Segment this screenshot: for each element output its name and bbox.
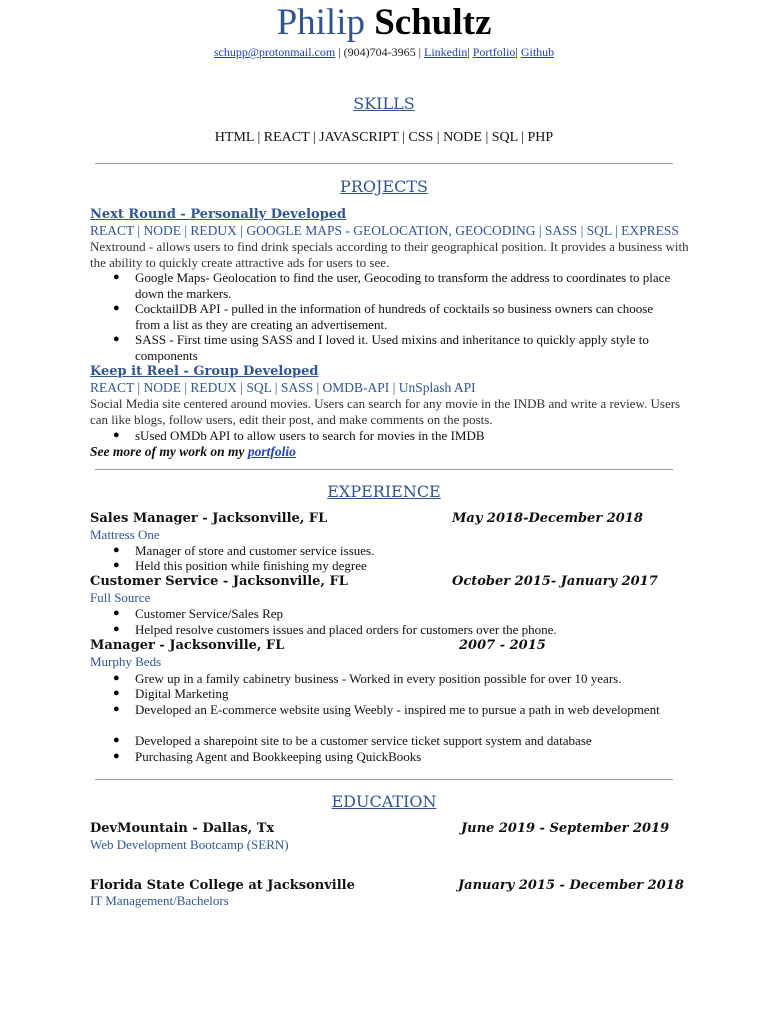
job-title: Customer Service - Jacksonville, FL <box>90 574 348 589</box>
see-more-text: See more of my work on my <box>90 444 248 459</box>
school-dates: June 2019 - September 2019 <box>461 821 670 836</box>
bullet-icon: ● <box>113 302 120 314</box>
see-more-line <box>90 443 296 460</box>
school-program: Web Development Bootcamp (SERN) <box>90 837 289 852</box>
job-bullet: Purchasing Agent and Bookkeeping using QuickBooks <box>135 749 422 764</box>
job-dates: October 2015- January 2017 <box>452 574 658 589</box>
bullet-icon: ● <box>113 703 120 715</box>
bullet-icon: ● <box>113 750 120 762</box>
portfolio-link[interactable]: Portfolio <box>472 45 516 59</box>
job-bullet: Digital Marketing <box>135 686 229 701</box>
project-bullet: SASS - First time using SASS and I loved it. Used mixins and inheritance to quickly apply style to components <box>135 332 649 363</box>
job-bullet: Held this position while finishing my degree <box>135 558 367 573</box>
bullet-icon: ● <box>113 559 120 571</box>
bullet-icon: ● <box>113 544 120 556</box>
project-description: Social Media site centered around movies. Users can search for any movie in the INDB and write a review. Users can like blogs, follow users, edit their post, and make comments on the posts. <box>90 396 681 427</box>
experience-heading: EXPERIENCE <box>327 482 441 501</box>
separator: | <box>467 45 470 59</box>
project-bullet: sUsed OMDb API to allow users to search for movies in the IMDB <box>135 428 485 443</box>
school-name: DevMountain - Dallas, Tx <box>90 821 275 836</box>
job-bullet: Developed a sharepoint site to be a customer service ticket support system and database <box>135 733 592 748</box>
linkedin-link[interactable]: Linkedin <box>424 45 468 59</box>
project-tech-stack: REACT | NODE | REDUX | SQL | SASS | OMDB-API | UnSplash API <box>90 380 476 395</box>
school-dates: January 2015 - December 2018 <box>458 878 684 893</box>
job-dates: 2007 - 2015 <box>459 638 546 653</box>
job-organization: Mattress One <box>90 527 160 542</box>
job-title: Manager - Jacksonville, FL <box>90 638 285 653</box>
last-name: Schultz <box>374 2 492 43</box>
school-name: Florida State College at Jacksonville <box>90 878 355 893</box>
divider <box>95 779 673 780</box>
job-bullet: Helped resolve customers issues and placed orders for customers over the phone. <box>135 622 557 637</box>
bullet-icon: ● <box>113 734 120 746</box>
school-program: IT Management/Bachelors <box>90 893 229 908</box>
candidate-name <box>0 2 768 44</box>
bullet-icon: ● <box>113 607 120 619</box>
separator: | <box>515 45 518 59</box>
job-dates: May 2018-December 2018 <box>452 511 643 526</box>
phone-number: | (904)704-3965 | <box>338 45 421 59</box>
education-heading: EDUCATION <box>331 792 437 811</box>
project-description: Nextround - allows users to find drink specials according to their geographical position. It provides a business with the ability to quickly create attractive ads for users to see. <box>90 239 689 270</box>
portfolio-link[interactable]: portfolio <box>247 444 296 459</box>
first-name: Philip <box>276 2 365 43</box>
job-organization: Murphy Beds <box>90 654 162 669</box>
project-tech-stack: REACT | NODE | REDUX | GOOGLE MAPS - GEOLOCATION, GEOCODING | SASS | SQL | EXPRESS <box>90 223 679 238</box>
divider <box>95 469 673 470</box>
bullet-icon: ● <box>113 271 120 283</box>
github-link[interactable]: Github <box>520 45 555 59</box>
project-title[interactable]: Next Round - Personally Developed <box>90 207 347 222</box>
bullet-icon: ● <box>113 333 120 345</box>
contact-line <box>0 44 768 60</box>
skills-heading: SKILLS <box>353 94 415 113</box>
project-title[interactable]: Keep it Reel - Group Developed <box>90 364 319 379</box>
divider <box>95 163 673 164</box>
bullet-icon: ● <box>113 623 120 635</box>
job-bullet: Manager of store and customer service issues. <box>135 543 375 558</box>
bullet-icon: ● <box>113 672 120 684</box>
job-bullet: Developed an E-commerce website using Weebly - inspired me to pursue a path in web development <box>135 702 660 717</box>
bullet-icon: ● <box>113 429 120 441</box>
job-organization: Full Source <box>90 590 151 605</box>
project-bullet: Google Maps- Geolocation to find the user, Geocoding to transform the address to coordinates to place down the markers. <box>135 270 671 301</box>
job-bullet: Grew up in a family cabinetry business - Worked in every position possible for over 10 years. <box>135 671 622 686</box>
job-bullet: Customer Service/Sales Rep <box>135 606 284 621</box>
job-title: Sales Manager - Jacksonville, FL <box>90 511 328 526</box>
project-bullet: CocktailDB API - pulled in the information of hundreds of cocktails so business owners can choose from a list as they are creating an advertisement. <box>135 301 654 332</box>
bullet-icon: ● <box>113 687 120 699</box>
projects-heading: PROJECTS <box>340 177 428 196</box>
email-link[interactable]: schupp@protonmail.com <box>213 45 336 59</box>
skills-list: HTML | REACT | JAVASCRIPT | CSS | NODE | SQL | PHP <box>214 130 554 145</box>
